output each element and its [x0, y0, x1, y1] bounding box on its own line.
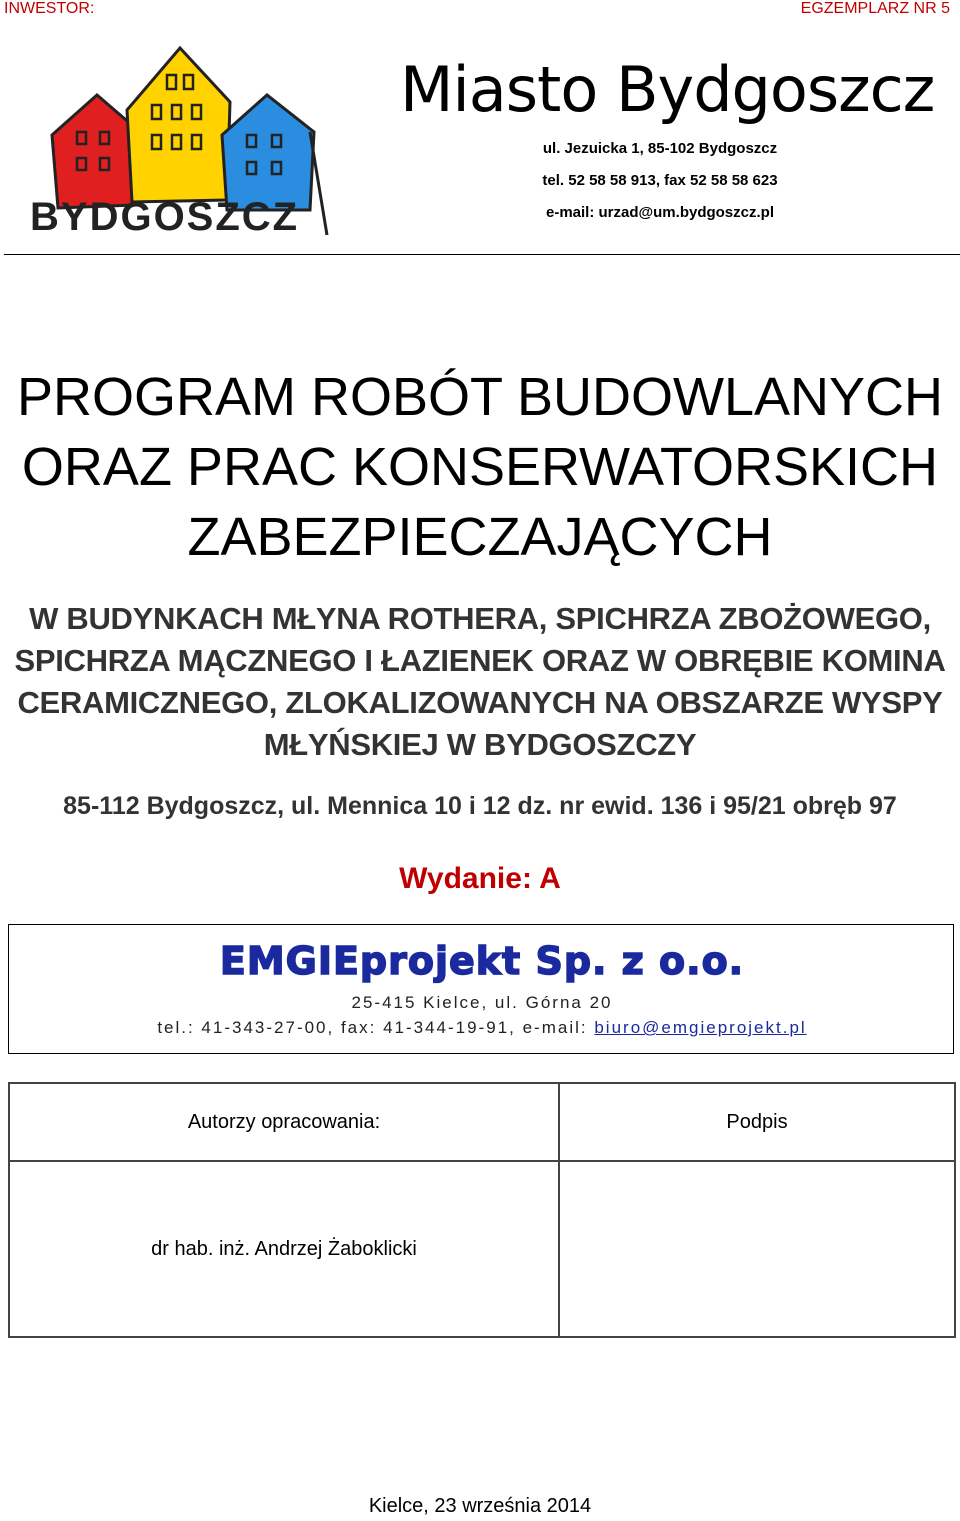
firm-contact [9, 1018, 955, 1038]
copy-number-label: EGZEMPLARZ NR 5 [800, 0, 950, 17]
project-location: 85-112 Bydgoszcz, ul. Mennica 10 i 12 dz. nr ewid. 136 i 95/21 obręb 97 [63, 792, 897, 820]
subtitle-line-1: W BUDYNKACH MŁYNA ROTHERA, SPICHRZA ZBOŻOWEGO, [29, 601, 931, 636]
signature-cell [559, 1161, 955, 1337]
authors-table [8, 1082, 956, 1338]
title-line-3: ZABEZPIECZAJĄCYCH [187, 507, 773, 567]
city-phone: tel. 52 58 58 913, fax 52 58 58 623 [542, 172, 778, 189]
logo-wordmark: BYDGOSZCZ [30, 195, 300, 239]
city-address: ul. Jezuicka 1, 85-102 Bydgoszcz [542, 140, 778, 157]
firm-contact-text: tel.: 41-343-27-00, fax: 41-344-19-91, e-mail: [157, 1018, 595, 1037]
firm-email-link[interactable]: biuro@emgieprojekt.pl [594, 1018, 807, 1037]
author-name: dr hab. inż. Andrzej Żaboklicki [9, 1161, 559, 1337]
bydgoszcz-logo [22, 40, 342, 245]
header-divider [4, 254, 960, 255]
city-name: Miasto Bydgoszcz [400, 53, 935, 126]
firm-box [8, 924, 954, 1054]
city-email[interactable]: e-mail: urzad@um.bydgoszcz.pl [546, 204, 774, 221]
investor-label: INWESTOR: [4, 0, 95, 17]
subtitle-line-3: CERAMICZNEGO, ZLOKALIZOWANYCH NA OBSZARZE WYSPY [17, 685, 943, 720]
firm-address: 25-415 Kielce, ul. Górna 20 [351, 993, 613, 1012]
firm-name: EMGIEprojekt Sp. z o.o. [219, 939, 745, 983]
signature-header: Podpis [559, 1083, 955, 1161]
title-line-2: ORAZ PRAC KONSERWATORSKICH [21, 437, 939, 497]
title-line-1: PROGRAM ROBÓT BUDOWLANYCH [16, 367, 944, 427]
footer-place-date: Kielce, 23 września 2014 [368, 1495, 592, 1517]
edition-label: Wydanie: A [399, 862, 561, 895]
authors-header: Autorzy opracowania: [9, 1083, 559, 1161]
subtitle-line-2: SPICHRZA MĄCZNEGO I ŁAZIENEK ORAZ W OBRĘBIE KOMINA [14, 643, 946, 678]
subtitle-line-4: MŁYŃSKIEJ W BYDGOSZCZY [263, 727, 697, 762]
